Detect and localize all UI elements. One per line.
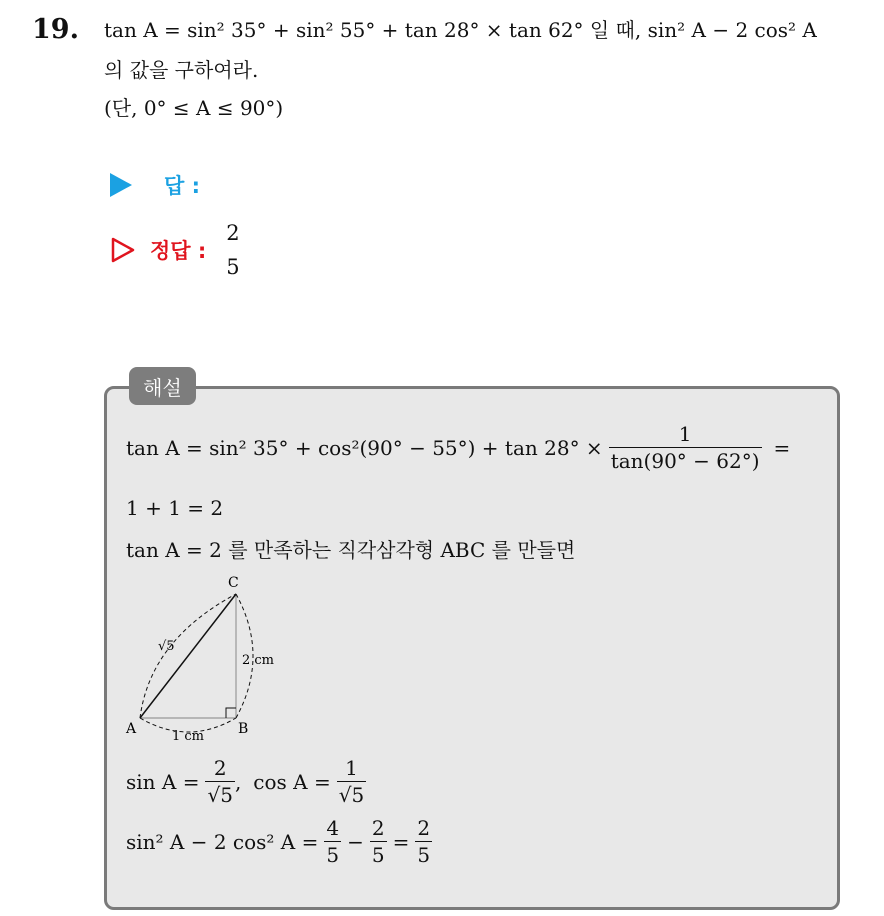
question-line-1: tan A = sin² 35° + sin² 55° + tan 28° × tan 62° 일 때, sin² A − 2 cos² A	[104, 18, 817, 42]
correct-answer-numerator: 2	[226, 220, 240, 245]
question-condition: (단, 0° ≤ A ≤ 90°)	[104, 96, 284, 120]
fraction-numerator: 4	[326, 816, 340, 840]
fraction-numerator: 1	[678, 422, 692, 446]
fraction-denominator: tan(90° − 62°)	[610, 449, 760, 473]
answer-row	[110, 168, 200, 202]
fraction-numerator: 2	[371, 816, 385, 840]
right-triangle-diagram	[120, 570, 290, 745]
final-expression: sin² A − 2 cos² A =	[126, 829, 319, 854]
fraction-result	[415, 818, 432, 865]
solution-line-1	[126, 424, 790, 471]
fraction-numerator: 1	[345, 756, 358, 780]
solution-line-5	[126, 818, 432, 865]
fraction-numerator: 2	[213, 756, 227, 780]
fraction-denominator: √5	[338, 783, 365, 807]
fraction-numerator: 2	[417, 816, 431, 840]
play-triangle-icon	[110, 173, 132, 197]
question-number: 19.	[32, 14, 79, 45]
vertical-side-label: 2 cm	[242, 653, 275, 668]
minus-sign: −	[347, 829, 364, 854]
solution-line-4: sin A = $\frac{2}{√5}$ , cos A = $\frac{1}{√5}$	[126, 756, 365, 807]
solution-line-2: 1 + 1 = 2	[126, 496, 224, 520]
outline-triangle-icon	[110, 237, 136, 263]
sin-a-fraction	[205, 758, 234, 805]
sin-a-label: sin A =	[126, 769, 200, 794]
solution-line-3: tan A = 2 를 만족하는 직각삼각형 ABC 를 만들면	[126, 538, 576, 562]
answer-label: 답 :	[164, 174, 200, 198]
correct-answer-denominator: 5	[226, 254, 240, 279]
correct-answer-row	[110, 220, 242, 280]
base-side-label: 1 cm	[172, 729, 205, 744]
hypotenuse-label: √5	[158, 639, 175, 654]
question-line-2: 의 값을 구하여라.	[104, 58, 259, 82]
fraction-denominator: √5	[207, 783, 233, 807]
solution-tag: 해설	[129, 367, 196, 405]
equals-sign: =	[392, 829, 410, 854]
vertex-b-label: B	[238, 721, 249, 737]
solution-line-1-left: tan A = sin² 35° + cos²(90° − 55°) + tan 28° ×	[126, 435, 603, 460]
right-angle-mark	[226, 708, 236, 718]
correct-answer-fraction	[224, 220, 241, 279]
cos-a-fraction	[337, 758, 366, 805]
fraction-four-fifths	[324, 818, 341, 865]
fraction-denominator: 5	[417, 843, 431, 867]
fraction-denominator: 5	[326, 843, 340, 867]
solution-line-1-fraction	[609, 424, 762, 471]
fraction-denominator: 5	[371, 843, 385, 867]
correct-answer-label: 정답 :	[150, 239, 207, 263]
fraction-two-fifths	[370, 818, 387, 865]
side-ac	[140, 594, 236, 718]
vertex-a-label: A	[126, 721, 137, 737]
solution-line-1-equals: =	[773, 435, 791, 460]
cos-a-label: cos A =	[253, 769, 331, 794]
vertex-c-label: C	[228, 575, 239, 591]
